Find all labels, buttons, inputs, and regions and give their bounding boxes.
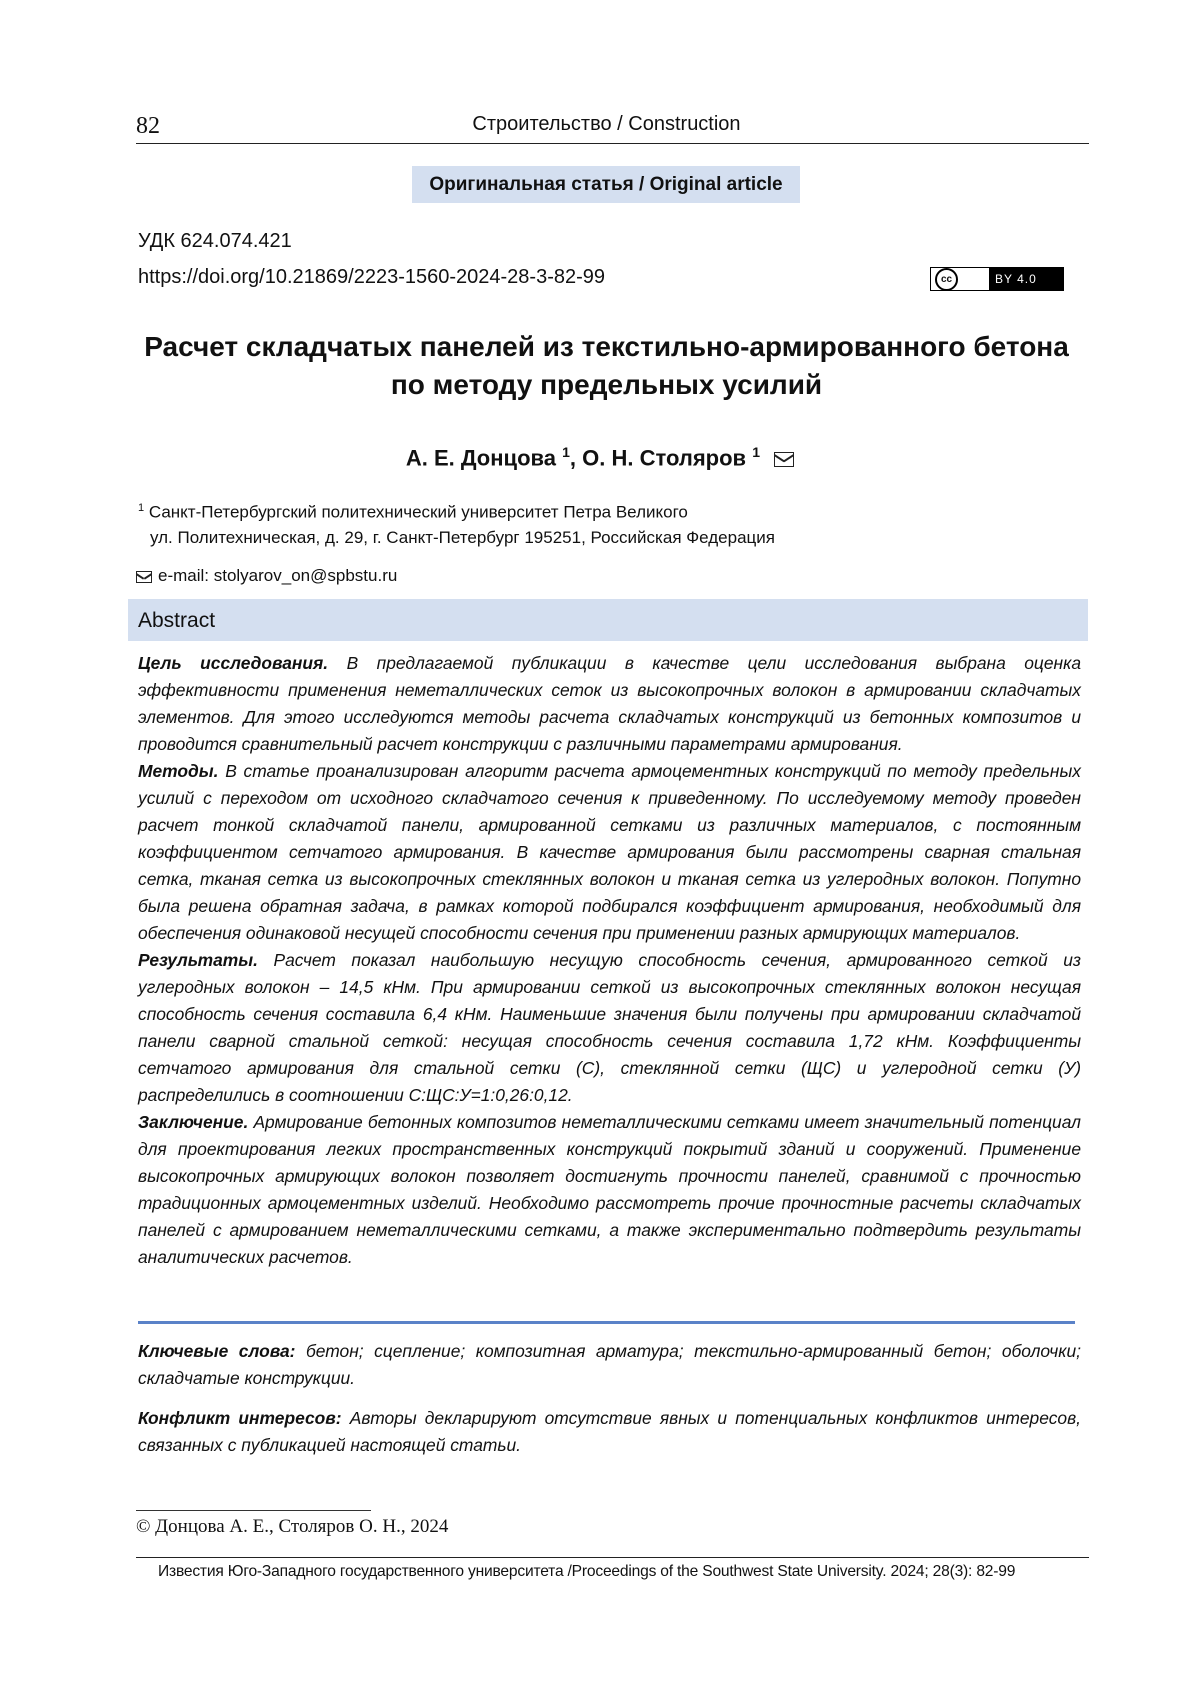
page-number: 82 (136, 113, 160, 139)
footer-rule (136, 1557, 1089, 1558)
author-affiliation-mark: 1 (752, 444, 760, 460)
udk-code: УДК 624.074.421 (138, 230, 292, 252)
abstract-results (138, 947, 1081, 1109)
conflict-label: Конфликт интересов: (138, 1408, 342, 1428)
author-separator: , (569, 445, 583, 471)
cc-icon (931, 268, 989, 290)
article-type-badge: Оригинальная статья / Original article (412, 166, 800, 203)
footnote-rule (136, 1510, 371, 1511)
author-name: О. Н. Столяров (582, 445, 747, 471)
authors (0, 444, 1200, 471)
abstract-conclusion-label: Заключение. (138, 1112, 249, 1132)
article-title (80, 328, 1133, 404)
cc-circle-icon: cc (935, 268, 958, 291)
envelope-icon (774, 452, 794, 467)
abstract-body (138, 650, 1081, 1271)
abstract-goal-text: В предлагаемой публикации в качестве цели исследования выбрана оценка эффективности применения неметаллических сеток из высокопрочных волокон в армировании складчатых элементов. Для этого исследуются методы расчета складчатых конструкций из бетонных композитов и проводится сравнительный расчет конструкции с различными параметрами армирования. (138, 653, 1081, 754)
abstract-heading: Abstract (138, 609, 216, 632)
copyright-notice: © Донцова А. Е., Столяров О. Н., 2024 (136, 1516, 449, 1537)
conflict-text: Авторы декларируют отсутствие явных и потенциальных конфликтов интересов, связанных с публикацией настоящей статьи. (138, 1408, 1081, 1455)
envelope-icon (136, 571, 152, 583)
header-rule (136, 143, 1089, 144)
abstract-divider (138, 1321, 1075, 1324)
abstract-results-text: Расчет показал наибольшую несущую способность сечения, армированного сеткой из углеродных волокон – 14,5 кНм. При армировании сеткой из высокопрочных стеклянных волокон несущая способность сечения составила 6,4 кНм. Наименьшие значения были получены при армировании складчатой панели сварной стальной сеткой: несущая способность сечения составила 1,72 кНм. Коэффициенты сетчатого армирования для стальной сетки (С), стеклянной сетки (ЩС) и углеродной сетки (У) распределились в соотношении С:ЩС:У=1:0,26:0,12. (138, 950, 1081, 1105)
email-text[interactable]: e-mail: stolyarov_on@spbstu.ru (158, 566, 398, 585)
abstract-methods-text: В статье проанализирован алгоритм расчета армоцементных конструкций по методу предельных усилий с переходом от исходного складчатого сечения к приведенному. По исследуемому методу проведен расчет тонкой складчатой панели, армированной сетками из различных материалов, с постоянным коэффициентом сетчатого армирования. В качестве армирования были рассмотрены сварная стальная сетка, тканая сетка из высокопрочных стеклянных волокон и тканая сетка из углеродных волокон. Попутно была решена обратная задача, в рамках которой подбирался коэффициент армирования, необходимый для обеспечения одинаковой несущей способности сечения при применении разных армирующих материалов. (138, 761, 1081, 943)
author-name: А. Е. Донцова (405, 445, 556, 471)
affiliation-line1 (138, 502, 688, 523)
article-title-line1: Расчет складчатых панелей из текстильно-армированного бетона (144, 331, 1069, 362)
affiliation-address: ул. Политехническая, д. 29, г. Санкт-Петербург 195251, Российская Федерация (150, 528, 775, 547)
abstract-conclusion-text: Армирование бетонных композитов неметаллическими сетками имеет значительный потенциал для проектирования легких пространственных конструкций покрытий зданий и сооружений. Применение высокопрочных армирующих волокон позволяет достигнуть прочности панелей, сравнимой с прочностью традиционных армоцементных изделий. Необходимо рассмотреть прочие прочностные расчеты складчатых панелей с армированием неметаллическими сетками, а также экспериментально подтвердить результаты аналитических расчетов. (138, 1112, 1081, 1267)
cc-license-badge[interactable] (930, 267, 1064, 291)
running-head: Строительство / Construction (472, 113, 741, 135)
abstract-heading-bar (128, 599, 1088, 641)
keywords-text: бетон; сцепление; композитная арматура; текстильно-армированный бетон; оболочки; складчатые конструкции. (138, 1341, 1081, 1388)
author-affiliation-mark: 1 (562, 444, 570, 460)
abstract-goal (138, 650, 1081, 758)
cc-license-label: BY 4.0 (995, 272, 1037, 286)
article-title-line2: по методу предельных усилий (390, 369, 823, 400)
journal-footer: Известия Юго-Западного государственного университета /Proceedings of the Southwest State University. 2024; 28(3): 82-99 (158, 1563, 1016, 1580)
abstract-methods (138, 758, 1081, 947)
conflict-of-interest (138, 1405, 1081, 1459)
corresponding-email (136, 566, 397, 586)
doi-link[interactable]: https://doi.org/10.21869/2223-1560-2024-28-3-82-99 (138, 266, 606, 288)
abstract-goal-label: Цель исследования. (138, 653, 329, 673)
abstract-conclusion (138, 1109, 1081, 1271)
abstract-results-label: Результаты. (138, 950, 258, 970)
keywords (138, 1338, 1081, 1392)
keywords-label: Ключевые слова: (138, 1341, 296, 1361)
affiliation-mark: 1 (138, 502, 145, 514)
abstract-methods-label: Методы. (138, 761, 219, 781)
affiliation-name: Санкт-Петербургский политехнический университет Петра Великого (148, 502, 688, 522)
